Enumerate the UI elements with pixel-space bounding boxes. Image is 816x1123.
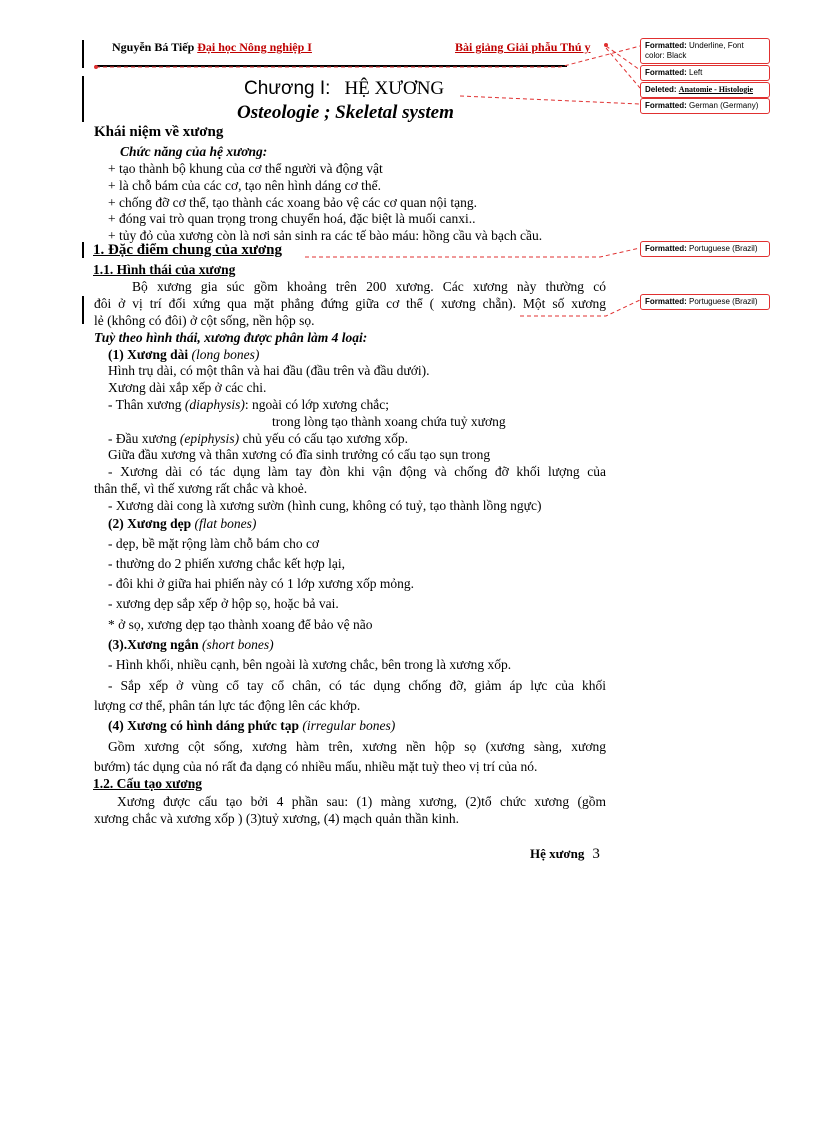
subsection-heading: 1.1. Hình thái của xương [93, 262, 236, 277]
text-line: - Xương dài có tác dụng làm tay đòn khi vận động và chống đỡ khối lượng của [108, 464, 606, 479]
text-span: : ngoài có lớp xương chắc; [244, 397, 390, 412]
latin-term: (diaphysis) [184, 397, 245, 412]
course-title: Bài giảng Giải phẫu Thú y [455, 40, 591, 54]
latin-term: (long bones) [191, 347, 260, 362]
text-line: Hình trụ dài, có một thân và hai đầu (đầu trên và đầu dưới). [108, 363, 430, 378]
paragraph-line: đôi ở vị trí đối xứng qua mặt phẳng đứng giữa cơ thể ( xương chẵn). Một số xương [94, 296, 606, 311]
comment-anchor [94, 65, 98, 69]
list-item: + tạo thành bộ khung của cơ thể người và động vật [108, 161, 383, 176]
comment-leader [305, 248, 640, 257]
section-heading: 1. Đặc điểm chung của xương [93, 242, 282, 258]
university-name: Đại học Nông nghiệp I [197, 40, 312, 54]
text-span: chủ yếu có cấu tạo xương xốp. [239, 431, 408, 446]
comment-leader [96, 46, 640, 67]
paragraph-line: Bộ xương gia súc gồm khoảng trên 200 xương. Các xương này thường có [132, 279, 606, 294]
latin-term: (irregular bones) [302, 718, 396, 733]
comment-text: Underline, Font color: Black [645, 41, 744, 60]
paragraph-line: lẻ (không có đôi) ở cột sống, nền hộp sọ. [94, 313, 315, 328]
author-name: Nguyễn Bá Tiếp [112, 40, 195, 54]
comment-leader [606, 48, 640, 88]
text-line: lượng cơ thể, phân tán lực tác động lên các khớp. [94, 698, 361, 713]
paragraph-line: Xương được cấu tạo bởi 4 phần sau: (1) màng xương, (2)tổ chức xương (gồm [117, 794, 606, 809]
text-line: Xương dài xắp xếp ở các chi. [108, 380, 267, 395]
classification-heading: Tuỳ theo hình thái, xương được phân làm 4 loại: [94, 330, 368, 345]
latin-term: (epiphysis) [179, 431, 240, 446]
text-span: - Đầu xương [108, 431, 177, 446]
chapter-main: HỆ XƯƠNG [344, 78, 445, 99]
chapter-subtitle: Osteologie ; Skeletal system [237, 102, 454, 123]
text-line: - xương dẹp sắp xếp ở hộp sọ, hoặc bả vai. [108, 596, 339, 611]
comment-label: Deleted: [645, 85, 677, 94]
comment-label: Formatted: [645, 244, 687, 253]
chapter-prefix: Chương I: [244, 78, 331, 99]
intro-subheading: Chức năng của hệ xương: [120, 144, 268, 159]
text-line: - đôi khi ở giữa hai phiến này có 1 lớp xương xốp mỏng. [108, 576, 415, 591]
text-line: - Sắp xếp ở vùng cổ tay cổ chân, có tác dụng chống đỡ, giảm áp lực của khối [108, 678, 606, 693]
footer-label: Hệ xương [530, 846, 585, 861]
type-title: (2) Xương dẹp [108, 516, 192, 531]
comment-label: Formatted: [645, 101, 687, 110]
paragraph-line: xương chắc và xương xốp ) (3)tuỷ xương, (4) mạch quản thần kinh. [94, 811, 460, 826]
subsection-heading: 1.2. Cấu tạo xương [93, 776, 202, 791]
list-item: + đóng vai trò quan trọng trong chuyển hoá, đặc biệt là muối canxi.. [108, 211, 476, 226]
list-item: + tủy đỏ của xương còn là nơi sản sinh ra các tế bào máu: hồng cầu và bạch cầu. [108, 228, 543, 243]
text-line: - Xương dài cong là xương sườn (hình cung, không có tuỷ, tạo thành lồng ngực) [108, 498, 542, 513]
comment-text: Anatomie - Histologie [678, 85, 754, 94]
latin-term: (short bones) [201, 637, 274, 652]
text-line: Giữa đầu xương và thân xương có đĩa sinh trưởng có cấu tạo sụn trong [108, 447, 491, 462]
text-line: - dẹp, bề mặt rộng làm chỗ bám cho cơ [108, 536, 320, 551]
comment-anchor [604, 43, 608, 47]
comment-leader [520, 300, 640, 316]
comment-label: Formatted: [645, 41, 687, 50]
text-line: thân thể, vì thế xương rất chắc và khoẻ. [94, 481, 308, 496]
text-line: trong lòng tạo thành xoang chứa tuỷ xương [272, 414, 506, 429]
text-line: - thường do 2 phiến xương chắc kết hợp lại, [108, 556, 346, 571]
text-line: Gồm xương cột sống, xương hàm trên, xương nền hộp sọ (xương sàng, xương [108, 739, 606, 754]
comment-label: Formatted: [645, 68, 687, 77]
comment-text: Portuguese (Brazil) [689, 297, 758, 306]
intro-heading: Khái niệm về xương [94, 124, 224, 140]
list-item: + là chỗ bám của các cơ, tạo nên hình dáng cơ thể. [108, 178, 382, 193]
comment-leader [460, 96, 640, 104]
comment-label: Formatted: [645, 297, 687, 306]
comment-text: Portuguese (Brazil) [689, 244, 758, 253]
latin-term: (flat bones) [194, 516, 257, 531]
comment-leader [606, 46, 640, 70]
comment-text: German (Germany) [689, 101, 759, 110]
text-line: * ở sọ, xương dẹp tạo thành xoang để bảo vệ não [108, 617, 373, 632]
page-number: 3 [592, 846, 600, 862]
type-title: (1) Xương dài [108, 347, 189, 362]
type-title: (3).Xương ngắn [108, 637, 199, 652]
type-title: (4) Xương có hình dáng phức tạp [108, 718, 299, 733]
comment-text: Left [689, 68, 703, 77]
text-line: bướm) tác dụng của nó rất đa dạng có nhiều mấu, nhiều mặt tuỳ theo vị trí của nó. [94, 759, 538, 774]
list-item: + chống đỡ cơ thể, tạo thành các xoang bảo vệ các cơ quan nội tạng. [108, 195, 478, 210]
text-line: - Hình khối, nhiều cạnh, bên ngoài là xương chắc, bên trong là xương xốp. [108, 657, 512, 672]
text-span: - Thân xương [108, 397, 182, 412]
